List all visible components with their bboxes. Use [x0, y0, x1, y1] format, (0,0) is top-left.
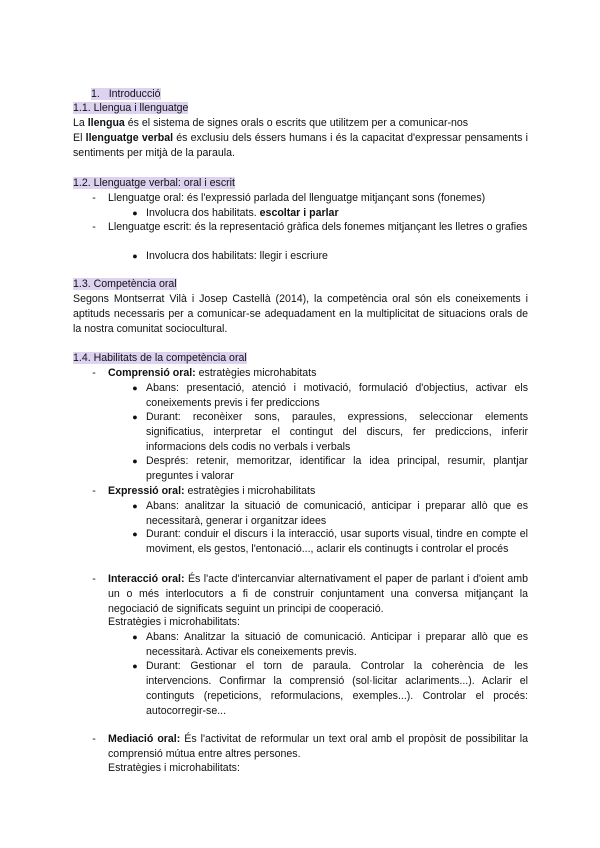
- section-1-3-title: 1.3. Competència oral: [73, 278, 177, 290]
- list-item-llenguatge-escrit: Llenguatge escrit: és la representació gràfica dels fonemes mitjançant les lletres o grafies: [108, 221, 528, 233]
- dash-marker: -: [92, 573, 96, 585]
- bullet-icon: ●: [132, 208, 138, 218]
- section-1-4-title: 1.4. Habilitats de la competència oral: [73, 352, 247, 364]
- sub-item-habilitats-escrit: Involucra dos habilitats: llegir i escriure: [146, 250, 328, 262]
- heading-number: 1.: [91, 88, 100, 100]
- bullet-icon: ●: [132, 501, 138, 511]
- list-item-comprensio-oral: Comprensió oral: estratègies microhabitats: [108, 367, 317, 379]
- sub-item-interaccio-durant: Durant: Gestionar el torn de paraula. Controlar la coherència de les intervencions. Confirmar la comprensió (sol·licitar aclariments...). Aclarir el continguts (repeticions, reformulacions, exemples...). Controlar el procés: autocorregir-se...: [146, 660, 528, 717]
- paragraph-llenguatge-verbal: El llenguatge verbal és exclusiu dels éssers humans i és la capacitat d'expressar pensaments i sentiments per mitjà de la paraula.: [73, 132, 528, 159]
- paragraph-llengua: La llengua és el sistema de signes orals o escrits que utilitzem per a comunicar-nos: [73, 117, 469, 129]
- sub-item-comprensio-durant: Durant: reconèixer sons, paraules, expressions, seleccionar elements significatius, interpretar el contingut del discurs, fer prediccions, inferir informacions dels codis no verbals i verbals: [146, 411, 528, 453]
- dash-marker: -: [92, 733, 96, 745]
- bullet-icon: ●: [132, 383, 138, 393]
- dash-marker: -: [92, 367, 96, 379]
- list-item-expressio-oral: Expressió oral: estratègies i microhabilitats: [108, 485, 316, 497]
- sub-item-comprensio-despres: Després: retenir, memoritzar, identificar la idea principal, resumir, plantjar preguntes i valorar: [146, 455, 528, 482]
- mediacio-estrategies-label: Estratègies i microhabilitats:: [108, 762, 240, 774]
- dash-marker: -: [92, 192, 96, 204]
- list-item-mediacio-oral: Mediació oral: És l'activitat de reformular un text oral amb el propòsit de possibilitar la comprensió mútua entre altres persones.: [108, 733, 528, 760]
- dash-marker: -: [92, 485, 96, 497]
- list-item-llenguatge-oral: Llenguatge oral: és l'expressió parlada del llenguatge mitjançant sons (fonemes): [108, 192, 486, 204]
- interaccio-estrategies-label: Estratègies i microhabilitats:: [108, 616, 240, 628]
- paragraph-competencia-oral: Segons Montserrat Vilà i Josep Castellà (2014), la competència oral són els coneixements i aptituds necessaris per a comunicar-se adequadament en la multiplicitat de situacions orals de la nostra comunitat sociocultural.: [73, 293, 528, 335]
- bullet-icon: ●: [132, 412, 138, 422]
- list-item-interaccio-oral: Interacció oral: És l'acte d'intercanviar alternativament el paper de parlant i d'oient amb un o més interlocutors a fi de construir conjuntament una conversa mitjançant la negociació de significats seguint un principi de cooperació.: [108, 573, 528, 615]
- dash-marker: -: [92, 221, 96, 233]
- heading-introduccio: [91, 87, 161, 102]
- sub-item-comprensio-abans: Abans: presentació, atenció i motivació, formulació d'objectius, activar els coneixements previs i fer prediccions: [146, 382, 528, 409]
- heading-text: Introducció: [108, 88, 161, 100]
- section-1-2-title: 1.2. Llenguatge verbal: oral i escrit: [73, 177, 235, 189]
- section-1-1-title: 1.1. Llengua i llenguatge: [73, 102, 189, 114]
- bullet-icon: ●: [132, 632, 138, 642]
- bullet-icon: ●: [132, 661, 138, 671]
- bullet-icon: ●: [132, 251, 138, 261]
- bullet-icon: ●: [132, 529, 138, 539]
- sub-item-expressio-abans: Abans: analitzar la situació de comunicació, anticipar i preparar allò que es necessitarà, generar i organitzar idees: [146, 500, 528, 527]
- sub-item-habilitats-oral: Involucra dos habilitats. escoltar i parlar: [146, 207, 339, 219]
- bullet-icon: ●: [132, 456, 138, 466]
- sub-item-expressio-durant: Durant: conduir el discurs i la interacció, usar suports visual, tindre en compte el moviment, els gestos, l'entonació..., aclarir els continugts i controlar el procés: [146, 528, 528, 555]
- sub-item-interaccio-abans: Abans: Analitzar la situació de comunicació. Anticipar i preparar allò que es necessitarà. Activar els coneixements previs.: [146, 631, 528, 658]
